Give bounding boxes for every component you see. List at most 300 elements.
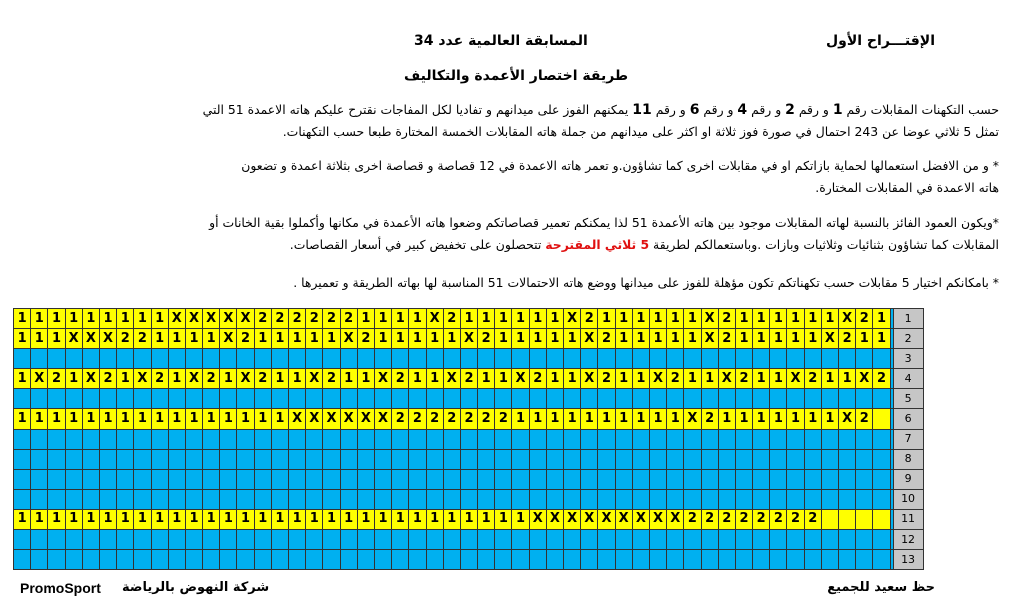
grid-cell: 1 [254, 329, 271, 349]
grid-cell: 1 [357, 309, 374, 329]
grid-cell: 1 [770, 409, 787, 429]
grid-cell [306, 449, 323, 469]
grid-cell [598, 389, 615, 409]
grid-cell [323, 530, 340, 550]
grid-cell: 1 [151, 309, 168, 329]
grid-cell: 1 [31, 329, 48, 349]
grid-cell [512, 550, 529, 570]
grid-cell: 1 [203, 409, 220, 429]
grid-cell [99, 489, 116, 509]
grid-cell: 1 [804, 309, 821, 329]
grid-cell [443, 429, 460, 449]
grid-cell [374, 389, 391, 409]
grid-cell: 2 [323, 309, 340, 329]
grid-cell [374, 530, 391, 550]
grid-cell: X [374, 409, 391, 429]
grid-cell [203, 489, 220, 509]
grid-cell [735, 469, 752, 489]
grid-cell: 1 [82, 309, 99, 329]
grid-cell [598, 349, 615, 369]
grid-row-5 [14, 389, 924, 409]
grid-row-3 [14, 349, 924, 369]
row-number: 3 [893, 349, 923, 369]
grid-cell [254, 429, 271, 449]
grid-cell [460, 429, 477, 449]
grid-cell [684, 530, 701, 550]
grid-cell: X [718, 369, 735, 389]
grid-cell: 1 [151, 509, 168, 529]
grid-cell [873, 550, 890, 570]
grid-cell [426, 469, 443, 489]
grid-cell [770, 489, 787, 509]
grid-cell [289, 530, 306, 550]
grid-cell [512, 389, 529, 409]
grid-cell: 1 [460, 509, 477, 529]
grid-cell: 1 [564, 369, 581, 389]
grid-cell [632, 349, 649, 369]
grid-cell [873, 389, 890, 409]
grid-cell: X [340, 329, 357, 349]
grid-cell: 1 [615, 369, 632, 389]
grid-cell: 2 [581, 309, 598, 329]
grid-row-11 [14, 509, 924, 529]
grid-cell [684, 550, 701, 570]
grid-cell [82, 429, 99, 449]
grid-cell: X [31, 369, 48, 389]
grid-cell: 1 [753, 409, 770, 429]
grid-cell: 1 [392, 509, 409, 529]
grid-cell: 2 [478, 329, 495, 349]
paragraph-1-line-2: تمثل 5 ثلاثي عوضا عن 243 احتمال في صورة فوز ثلاثة او اكثر على ميدانهم من جملة هاته المقابلات الخمسة المختارة طبعا حسب التكهنات. [282, 124, 999, 139]
grid-cell [581, 530, 598, 550]
grid-cell: 1 [220, 509, 237, 529]
grid-cell: 1 [65, 309, 82, 329]
grid-cell [598, 530, 615, 550]
grid-cell [151, 429, 168, 449]
grid-cell [392, 389, 409, 409]
grid-cell: 1 [323, 509, 340, 529]
grid-cell [237, 389, 254, 409]
grid-cell [409, 429, 426, 449]
grid-cell: 1 [168, 329, 185, 349]
row-number: 7 [893, 429, 923, 449]
grid-cell: 1 [117, 369, 134, 389]
grid-cell [856, 449, 873, 469]
grid-cell [409, 530, 426, 550]
grid-cell [237, 449, 254, 469]
grid-cell [14, 389, 31, 409]
grid-cell [31, 429, 48, 449]
grid-cell [787, 349, 804, 369]
grid-cell: 1 [220, 369, 237, 389]
grid-cell [564, 429, 581, 449]
grid-cell [495, 429, 512, 449]
grid-cell: 1 [409, 369, 426, 389]
grid-cell: 2 [460, 369, 477, 389]
grid-cell: X [185, 369, 202, 389]
grid-cell [426, 389, 443, 409]
grid-cell: 1 [478, 509, 495, 529]
grid-cell [581, 449, 598, 469]
grid-cell: X [512, 369, 529, 389]
grid-cell [392, 530, 409, 550]
grid-cell: 1 [804, 409, 821, 429]
grid-row-12 [14, 530, 924, 550]
grid-cell [632, 550, 649, 570]
grid-cell [426, 489, 443, 509]
grid-cell: X [856, 369, 873, 389]
grid-cell: 1 [615, 329, 632, 349]
grid-cell [735, 389, 752, 409]
grid-cell: 1 [753, 369, 770, 389]
grid-cell [48, 429, 65, 449]
grid-cell: X [615, 509, 632, 529]
grid-cell: X [839, 409, 856, 429]
grid-cell [31, 389, 48, 409]
grid-cell [48, 489, 65, 509]
grid-cell [426, 530, 443, 550]
grid-cell [151, 469, 168, 489]
grid-cell [426, 429, 443, 449]
grid-cell: 1 [48, 409, 65, 429]
grid-cell: 2 [443, 409, 460, 429]
grid-cell [151, 550, 168, 570]
grid-cell: 2 [770, 509, 787, 529]
grid-cell: 2 [306, 309, 323, 329]
grid-cell [460, 489, 477, 509]
grid-cell [753, 449, 770, 469]
grid-cell [856, 530, 873, 550]
grid-cell: 2 [856, 409, 873, 429]
grid-cell [546, 469, 563, 489]
grid-cell: 1 [134, 509, 151, 529]
grid-cell [374, 429, 391, 449]
method-highlight: 5 ثلاثي المقترحة [545, 237, 650, 252]
grid-cell: X [564, 309, 581, 329]
good-luck-text: حظ سعيد للجميع [827, 580, 935, 595]
grid-cell [237, 429, 254, 449]
grid-cell: 1 [151, 329, 168, 349]
grid-cell: 1 [546, 309, 563, 329]
company-arabic: شركة النهوض بالرياضة [122, 580, 270, 595]
grid-cell [735, 489, 752, 509]
grid-cell [495, 530, 512, 550]
grid-cell [357, 429, 374, 449]
grid-cell [65, 469, 82, 489]
grid-cell [839, 349, 856, 369]
grid-cell: 1 [495, 509, 512, 529]
grid-cell [804, 489, 821, 509]
grid-cell [770, 349, 787, 369]
grid-cell: X [357, 409, 374, 429]
grid-cell [151, 449, 168, 469]
grid-cell: 1 [632, 409, 649, 429]
grid-cell: X [82, 329, 99, 349]
grid-cell [340, 469, 357, 489]
grid-cell [632, 489, 649, 509]
grid-cell [632, 469, 649, 489]
grid-cell: 1 [374, 509, 391, 529]
grid-cell [581, 489, 598, 509]
grid-cell: 2 [718, 329, 735, 349]
grid-cell: 1 [753, 329, 770, 349]
row-number: 4 [893, 369, 923, 389]
grid-cell [804, 550, 821, 570]
grid-cell [443, 349, 460, 369]
grid-cell [546, 550, 563, 570]
grid-cell: 2 [237, 329, 254, 349]
grid-cell [632, 530, 649, 550]
grid-cell [14, 489, 31, 509]
grid-cell: X [529, 509, 546, 529]
grid-cell [374, 489, 391, 509]
grid-cell [873, 509, 890, 529]
grid-cell: X [220, 329, 237, 349]
grid-cell [667, 469, 684, 489]
grid-cell: 1 [649, 409, 666, 429]
grid-cell [48, 550, 65, 570]
grid-cell [271, 429, 288, 449]
grid-cell [323, 349, 340, 369]
grid-cell: X [564, 509, 581, 529]
grid-cell: 1 [289, 329, 306, 349]
row-number: 6 [893, 409, 923, 429]
grid-cell: 1 [684, 309, 701, 329]
grid-cell: 1 [804, 329, 821, 349]
row-number: 5 [893, 389, 923, 409]
grid-cell [426, 550, 443, 570]
grid-cell [203, 349, 220, 369]
grid-row-6 [14, 409, 924, 429]
grid-cell: 1 [495, 369, 512, 389]
grid-cell [718, 550, 735, 570]
proposal-title: الإقتـــراح الأول [825, 33, 935, 49]
grid-cell [529, 530, 546, 550]
grid-cell [99, 469, 116, 489]
grid-cell: 1 [649, 309, 666, 329]
grid-cell: 2 [203, 369, 220, 389]
grid-cell [14, 550, 31, 570]
grid-cell [134, 389, 151, 409]
grid-cell [357, 449, 374, 469]
paragraph-2-line-1: * و من الافضل استعمالها لحماية بازاتكم او في مقابلات اخرى كما تشاؤون.و تعمر هاته الاعمدة في 12 قصاصة و قصاصة اخرى بثلاثة اعمدة و تضعون [241, 158, 999, 173]
grid-cell [856, 550, 873, 570]
grid-cell [65, 550, 82, 570]
grid-cell: 1 [31, 409, 48, 429]
grid-cell: X [546, 509, 563, 529]
grid-cell [512, 469, 529, 489]
row-number: 1 [893, 309, 923, 329]
grid-cell [117, 550, 134, 570]
grid-cell [168, 530, 185, 550]
grid-cell: 1 [770, 329, 787, 349]
grid-cell: 1 [14, 409, 31, 429]
grid-cell [82, 349, 99, 369]
grid-cell [117, 489, 134, 509]
grid-cell: 1 [31, 509, 48, 529]
grid-cell [821, 489, 838, 509]
grid-cell [306, 489, 323, 509]
grid-cell: 1 [787, 329, 804, 349]
grid-cell [546, 530, 563, 550]
grid-cell [340, 389, 357, 409]
grid-cell [839, 530, 856, 550]
grid-cell: 1 [271, 329, 288, 349]
grid-cell [753, 469, 770, 489]
grid-cell [615, 449, 632, 469]
grid-cell: 1 [289, 509, 306, 529]
grid-cell [701, 469, 718, 489]
grid-cell [821, 509, 838, 529]
grid-cell: 1 [289, 369, 306, 389]
grid-cell: X [649, 369, 666, 389]
grid-cell [787, 530, 804, 550]
grid-cell [667, 429, 684, 449]
grid-cell [684, 449, 701, 469]
grid-cell [220, 550, 237, 570]
grid-cell: 1 [581, 409, 598, 429]
grid-cell [667, 550, 684, 570]
grid-row-8 [14, 449, 924, 469]
grid-cell [185, 550, 202, 570]
grid-cell: 2 [254, 309, 271, 329]
grid-cell [478, 530, 495, 550]
grid-cell [409, 389, 426, 409]
grid-row-10 [14, 489, 924, 509]
columns-grid [13, 308, 924, 570]
grid-cell: 2 [323, 369, 340, 389]
grid-cell [289, 489, 306, 509]
grid-cell [31, 349, 48, 369]
grid-cell: 2 [718, 509, 735, 529]
grid-cell [443, 550, 460, 570]
grid-cell: 1 [14, 329, 31, 349]
grid-cell [787, 449, 804, 469]
grid-cell [684, 469, 701, 489]
grid-cell [374, 550, 391, 570]
grid-cell: 1 [632, 309, 649, 329]
grid-cell [409, 449, 426, 469]
grid-row-13 [14, 550, 924, 570]
grid-cell [839, 469, 856, 489]
grid-cell: 2 [839, 329, 856, 349]
grid-cell [460, 550, 477, 570]
paragraph-4-line-1: * بامكانكم اختيار 5 مقابلات حسب تكهناتكم تكون مؤهلة للفوز على ميدانها ووضع هاته الاحتمالات 51 المناسبة لها بهاته الطريقة و تعميرها . [293, 275, 999, 290]
grid-cell [856, 389, 873, 409]
grid-cell [203, 550, 220, 570]
grid-cell [357, 530, 374, 550]
grid-cell [546, 489, 563, 509]
grid-cell [323, 489, 340, 509]
grid-cell [495, 550, 512, 570]
row-number: 9 [893, 469, 923, 489]
grid-cell [701, 349, 718, 369]
grid-cell [117, 449, 134, 469]
grid-cell [409, 550, 426, 570]
grid-cell [546, 349, 563, 369]
paragraph-2-line-2: هاته الاعمدة في المقابلات المختارة. [815, 180, 999, 195]
grid-cell: X [134, 369, 151, 389]
grid-cell [323, 389, 340, 409]
grid-cell [82, 469, 99, 489]
grid-cell [65, 429, 82, 449]
competition-title: المسابقة العالمية عدد 34 [414, 33, 588, 49]
grid-cell: 1 [821, 309, 838, 329]
grid-cell [357, 489, 374, 509]
grid-cell: 1 [271, 509, 288, 529]
grid-cell [168, 489, 185, 509]
grid-cell: 1 [667, 409, 684, 429]
grid-cell [392, 550, 409, 570]
grid-cell [598, 489, 615, 509]
grid-cell [289, 550, 306, 570]
grid-cell [340, 449, 357, 469]
grid-cell: X [374, 369, 391, 389]
row-number: 8 [893, 449, 923, 469]
grid-cell: 1 [271, 369, 288, 389]
grid-cell: 1 [254, 509, 271, 529]
grid-cell: 1 [529, 329, 546, 349]
grid-cell [65, 489, 82, 509]
grid-cell [151, 530, 168, 550]
grid-cell [804, 449, 821, 469]
grid-cell: 2 [701, 409, 718, 429]
grid-cell [151, 389, 168, 409]
grid-cell [31, 530, 48, 550]
grid-cell [770, 389, 787, 409]
grid-cell [134, 349, 151, 369]
grid-cell [117, 469, 134, 489]
grid-cell [770, 550, 787, 570]
grid-cell [203, 530, 220, 550]
grid-cell: 1 [117, 509, 134, 529]
grid-cell [856, 469, 873, 489]
grid-cell: 1 [735, 409, 752, 429]
grid-cell [718, 449, 735, 469]
grid-cell [392, 429, 409, 449]
grid-cell: 1 [117, 409, 134, 429]
grid-cell: X [323, 409, 340, 429]
grid-cell: X [632, 509, 649, 529]
grid-cell [99, 429, 116, 449]
grid-cell: 2 [684, 509, 701, 529]
paragraph-3-line-1: *ويكون العمود الفائز بالنسبة لهاته المقابلات موجود بين هاته الأعمدة 51 لذا يمكنكم تعمير قصاصاتكم وضعوا هاته الأعمدة في مكانها وأكملوا بقية الخانات أو [209, 215, 999, 230]
grid-cell: 2 [460, 409, 477, 429]
grid-cell [632, 449, 649, 469]
grid-cell: 2 [873, 369, 890, 389]
grid-cell [306, 429, 323, 449]
grid-cell: 1 [168, 369, 185, 389]
grid-cell [684, 389, 701, 409]
grid-cell [237, 469, 254, 489]
grid-cell [237, 489, 254, 509]
grid-cell: 1 [495, 329, 512, 349]
grid-cell [529, 550, 546, 570]
grid-cell [151, 349, 168, 369]
grid-cell: 1 [821, 369, 838, 389]
grid-cell [14, 429, 31, 449]
grid-cell: 1 [65, 509, 82, 529]
grid-cell: 1 [82, 509, 99, 529]
grid-cell [185, 530, 202, 550]
grid-cell: X [99, 329, 116, 349]
grid-cell [82, 389, 99, 409]
grid-cell [495, 449, 512, 469]
grid-cell: 2 [667, 369, 684, 389]
grid-cell: 1 [168, 509, 185, 529]
grid-cell [787, 429, 804, 449]
grid-cell [753, 389, 770, 409]
